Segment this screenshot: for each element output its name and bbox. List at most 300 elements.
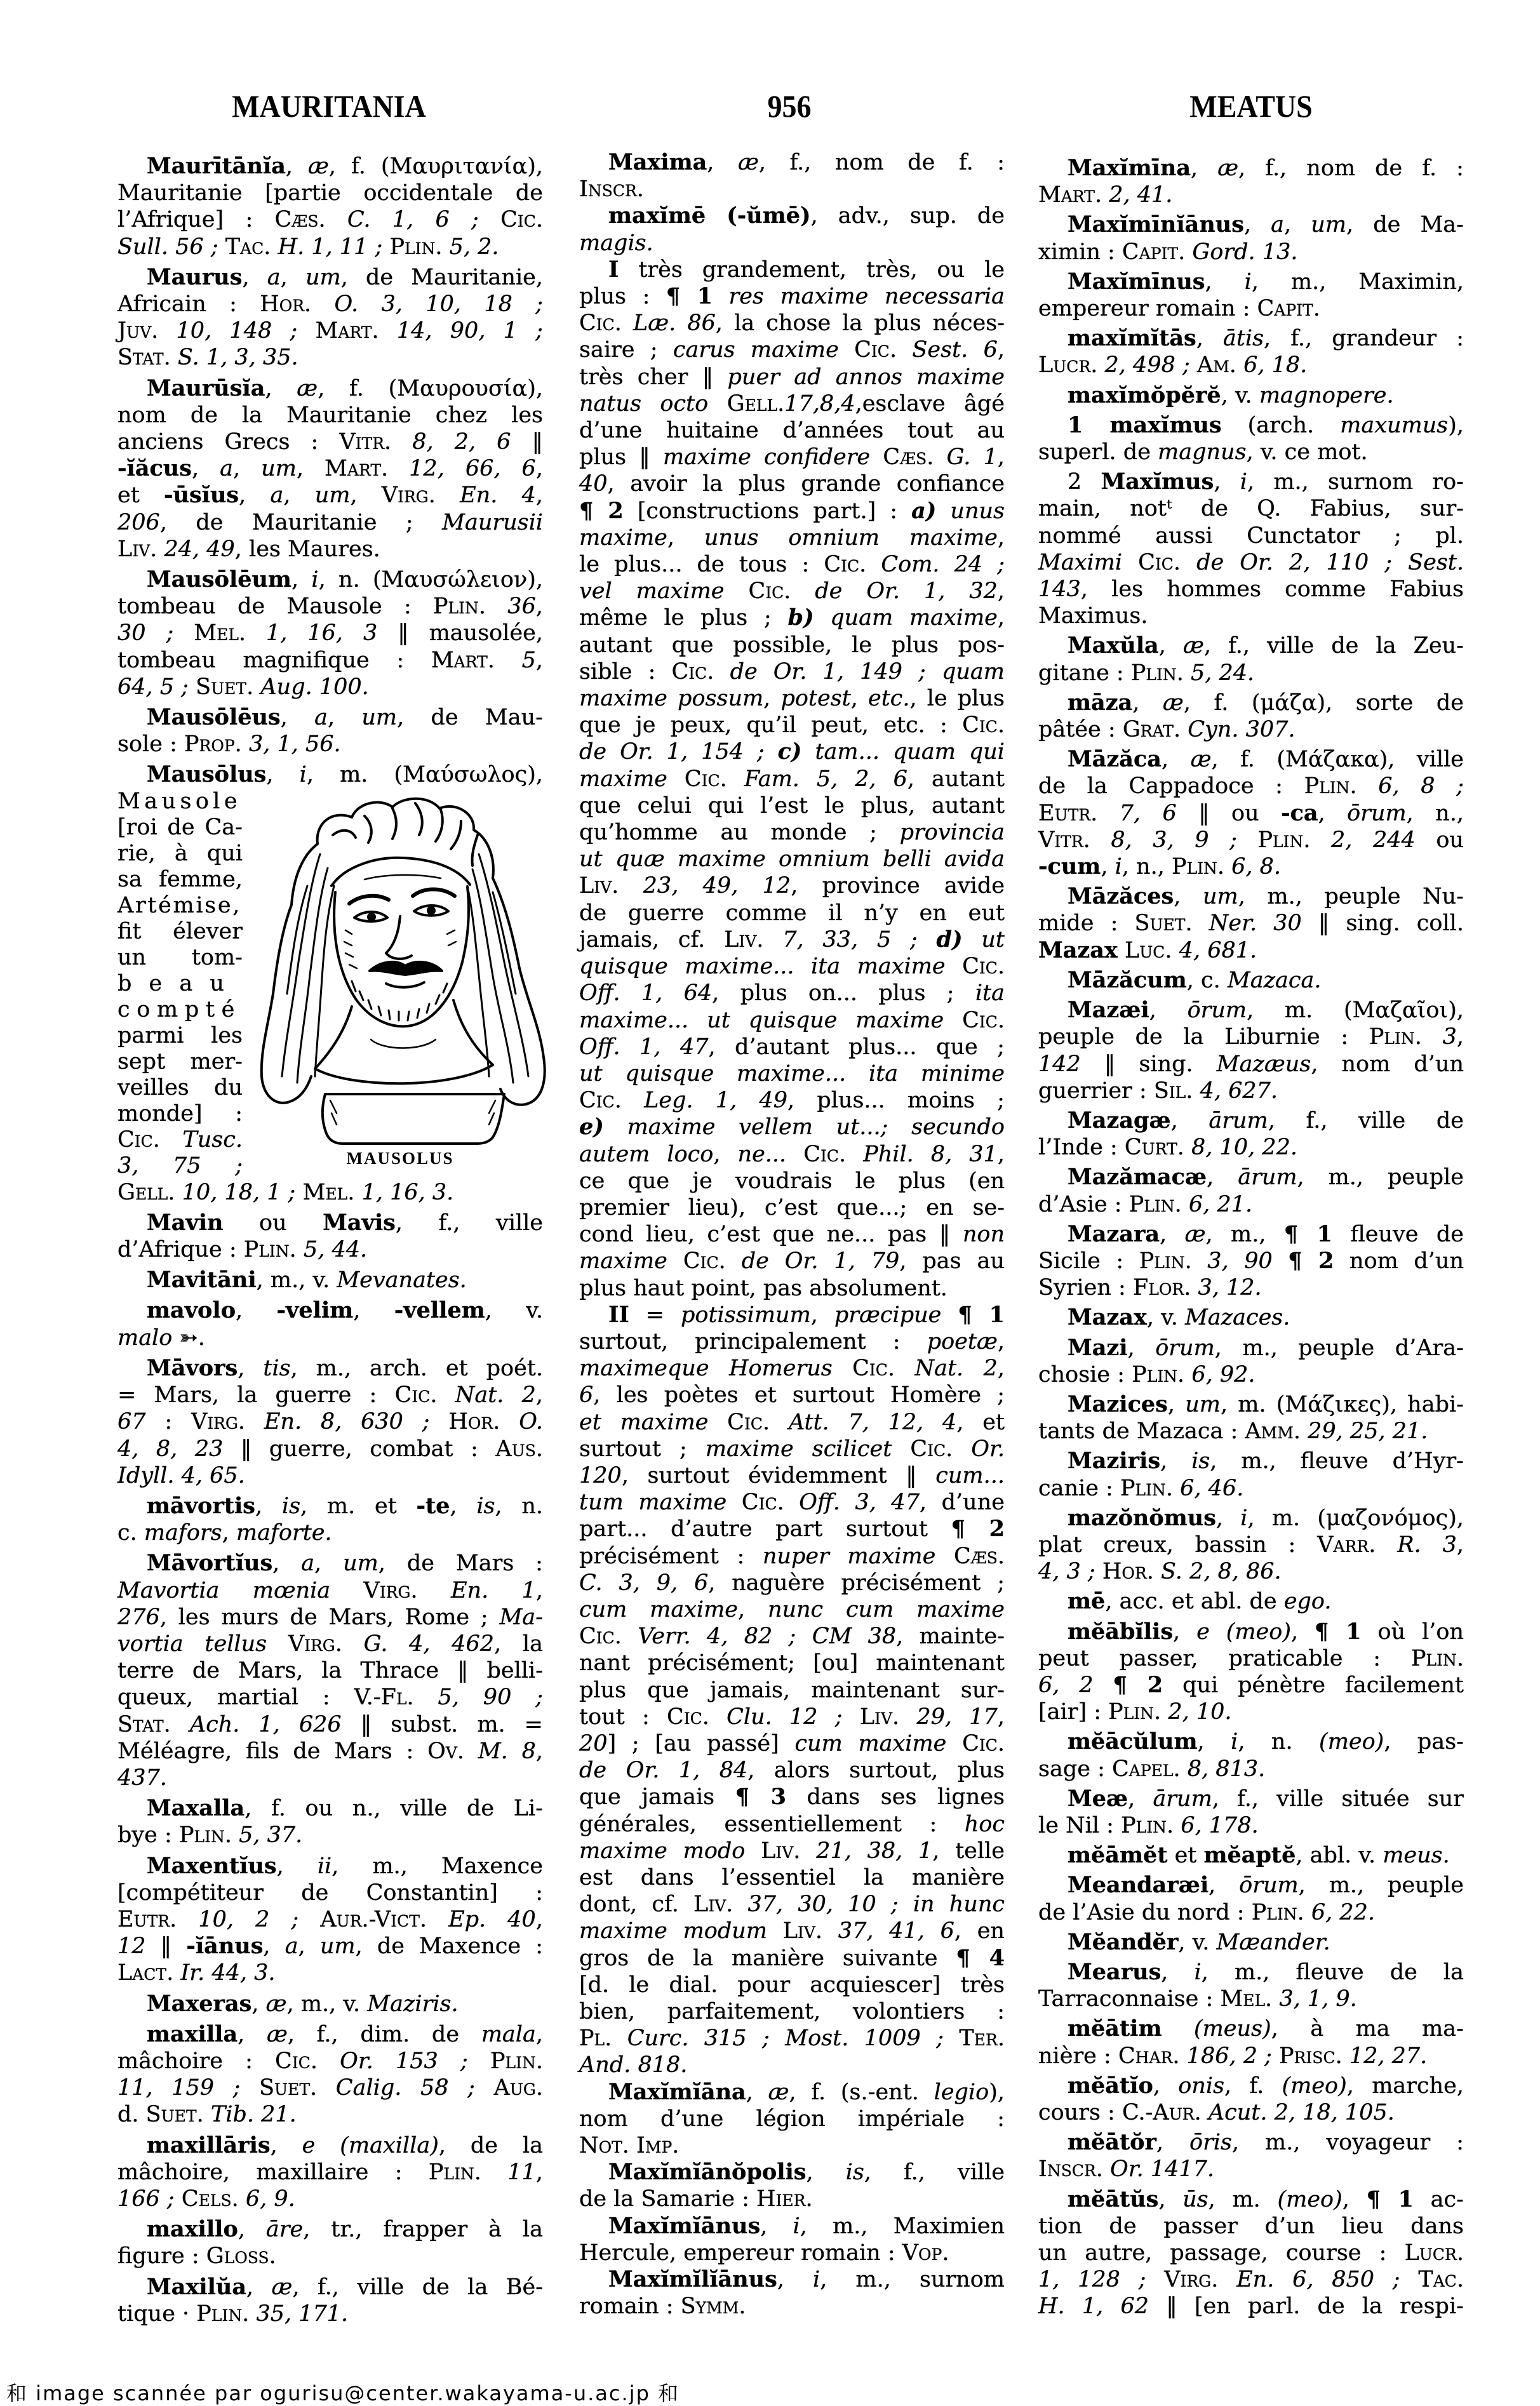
italic-text: Mavortia mœnia — [117, 1577, 331, 1603]
author-abbreviation: Plin. — [1369, 1024, 1422, 1050]
headword-text: Maurītānĭa — [147, 153, 286, 179]
author-abbreviation: Sil. — [1153, 1078, 1193, 1104]
line-text — [117, 620, 543, 646]
author-abbreviation: Inscr. — [579, 177, 644, 203]
plain-text: de guerre comme il n’y en eut — [579, 900, 1005, 926]
entry-line — [579, 283, 1005, 310]
plain-text — [936, 498, 950, 524]
entry-line — [117, 1711, 543, 1738]
italic-text: G. 1 — [946, 444, 998, 471]
italic-text: Clu. 12 ; — [726, 1704, 843, 1730]
line-text — [1068, 1448, 1464, 1474]
author-abbreviation: Cic. — [500, 207, 543, 233]
plain-text: , n. (Μαυσώλειον), — [318, 567, 543, 593]
line-text — [1038, 352, 1307, 378]
plain-text: , la — [494, 1631, 543, 1657]
line-text — [1038, 2240, 1464, 2266]
plain-text — [171, 1712, 190, 1737]
dictionary-entry — [579, 257, 1005, 1302]
line-text — [579, 1516, 1005, 1542]
line-text — [1038, 1275, 1262, 1300]
italic-text: Maziris. — [367, 1991, 459, 2017]
plain-text: , à ma ma- — [1271, 2016, 1464, 2042]
plain-text — [391, 429, 412, 455]
plain-text: , — [1214, 469, 1240, 495]
plain-text: nant précisément; [ou] maintenant — [579, 1650, 1005, 1676]
italic-text: 24, 49 — [164, 536, 235, 562]
plain-text — [713, 284, 729, 309]
italic-text: provincia — [899, 820, 1005, 846]
plain-text: , — [1197, 1729, 1231, 1755]
plain-text: ac- — [1413, 2186, 1464, 2212]
plain-text: monde] : — [117, 1100, 243, 1126]
italic-text: maxime — [579, 766, 667, 792]
dictionary-entry — [117, 264, 543, 371]
author-abbreviation: Gell. — [726, 391, 785, 417]
plain-text — [770, 1410, 789, 1435]
line-text — [1038, 938, 1257, 963]
dictionary-entry — [1038, 1505, 1464, 1586]
entry-line — [117, 1023, 243, 1049]
line-text — [579, 686, 1005, 711]
italic-text: Fam. 5, 2, 6 — [744, 766, 907, 792]
italic-text: Idyll. 4, 65. — [117, 1462, 245, 1488]
entry-line — [579, 1570, 1005, 1596]
line-text — [117, 180, 543, 206]
italic-text: cum maxime — [794, 1730, 947, 1756]
plain-text: d’une huitaine d’années tout au — [579, 418, 1005, 444]
entry-line — [1038, 439, 1464, 465]
plain-text — [946, 1731, 962, 1756]
dictionary-entry — [579, 149, 1005, 203]
entry-line — [1038, 2213, 1464, 2240]
entry-line — [117, 1049, 243, 1075]
bust-drawing-icon — [257, 791, 549, 1146]
plain-text: , pas- — [1384, 1729, 1464, 1755]
plain-text: ‖ ou — [1176, 800, 1282, 826]
line-text — [147, 154, 543, 179]
entry-line — [1038, 1756, 1464, 1782]
plain-text: d’Asie : — [1038, 1191, 1129, 1217]
plain-text: , — [1291, 1619, 1315, 1645]
plain-text: , m. (Μαζαῖοι), — [1247, 998, 1464, 1024]
entry-line — [117, 945, 243, 971]
author-abbreviation: Virg. — [381, 483, 436, 509]
author-abbreviation: Virg. — [288, 1631, 342, 1657]
entry-headline — [1038, 2129, 1464, 2156]
plain-text: , — [806, 2160, 846, 2186]
plain-text — [175, 2186, 182, 2212]
line-text — [579, 1624, 1005, 1649]
italic-text: maxime... ut quisque maxime — [579, 1007, 944, 1033]
line-text — [117, 1463, 245, 1488]
line-text — [1038, 1248, 1464, 1274]
entry-line — [117, 1179, 543, 1206]
italic-text: C. 3, 9, 6 — [579, 1570, 709, 1596]
headword-text: māvortis — [147, 1492, 256, 1519]
italic-text: onis — [1178, 2073, 1224, 2099]
plain-text — [342, 1631, 364, 1657]
entry-line — [1038, 1418, 1464, 1445]
plain-text: , — [233, 456, 262, 482]
line-text — [579, 873, 1005, 899]
headword-text: Maxalla — [147, 1795, 245, 1822]
italic-text: 3 — [1442, 1024, 1457, 1050]
plain-text — [786, 1142, 803, 1167]
plain-text: , — [270, 2132, 302, 2158]
plain-text: , — [283, 483, 315, 509]
line-text — [117, 1578, 543, 1603]
entry-headline — [117, 1991, 543, 2017]
italic-text: æ — [1182, 633, 1204, 659]
italic-text: a — [270, 483, 284, 509]
entry-line — [579, 1677, 1005, 1704]
line-text — [579, 900, 1005, 926]
plain-text — [1180, 2043, 1187, 2069]
plain-text: , — [296, 456, 325, 482]
italic-text: 5, 37. — [239, 1822, 303, 1848]
line-text — [147, 2022, 543, 2047]
entry-headline — [1038, 211, 1464, 238]
plain-text — [1095, 1559, 1102, 1584]
entry-line — [117, 674, 543, 700]
line-text — [579, 846, 1005, 872]
dictionary-entry — [579, 2266, 1005, 2320]
plain-text: Sicile : — [1038, 1248, 1139, 1274]
author-abbreviation: Plin. — [1120, 1475, 1173, 1501]
entry-line — [117, 1738, 543, 1765]
author-abbreviation: Prop. — [184, 732, 242, 758]
dictionary-entry — [579, 2079, 1005, 2160]
headword-text: ¶ 2 — [1288, 1247, 1334, 1274]
plain-text: , f. (μάζα), sorte de — [1183, 690, 1464, 716]
entry-line — [579, 176, 1005, 203]
plain-text — [833, 1356, 852, 1381]
line-text — [117, 674, 369, 700]
plain-text: , f., ville de la Zeu- — [1203, 633, 1464, 659]
italic-text: legio — [934, 2079, 989, 2105]
plain-text: , les Maures. — [234, 536, 380, 562]
dictionary-entry — [1038, 382, 1464, 409]
plain-text — [311, 291, 334, 317]
italic-text: um — [1202, 884, 1238, 910]
plain-text: ‖ — [511, 429, 543, 455]
author-abbreviation: Luc. — [1124, 937, 1172, 963]
italic-text: 6, 178. — [1181, 1812, 1259, 1838]
line-text — [579, 231, 653, 256]
plain-text — [801, 739, 815, 765]
italic-text: potissimum — [681, 1302, 811, 1328]
line-text — [147, 1991, 459, 2017]
entry-headline — [117, 761, 543, 788]
plain-text — [1202, 2100, 1209, 2125]
line-text — [608, 150, 1005, 175]
entry-headline — [1038, 1959, 1464, 1986]
plain-text — [1122, 550, 1138, 575]
plain-text: tants de Mazaca : — [1038, 1419, 1245, 1445]
plain-text: , v. — [485, 1298, 543, 1324]
entry-headline — [1038, 1391, 1464, 1418]
plain-text — [1342, 2043, 1349, 2069]
line-text — [1068, 469, 1464, 495]
line-text — [1068, 1930, 1330, 1955]
plain-text: , la chose la plus néces- — [715, 311, 1005, 337]
italic-text: maforte. — [236, 1520, 332, 1546]
plain-text — [1102, 182, 1109, 208]
author-abbreviation: Liv. — [579, 873, 619, 899]
entry-line — [579, 2240, 1005, 2266]
plain-text: Hercule, empereur romain : — [579, 2240, 902, 2266]
line-text — [117, 732, 341, 757]
plain-text: , v. — [1178, 1929, 1217, 1955]
plain-text: un tom- — [117, 944, 243, 970]
plain-text: gros de la manière suivante — [579, 1945, 956, 1971]
headword-text: Meæ — [1068, 1785, 1128, 1812]
entry-headline — [117, 1795, 543, 1822]
plain-text — [173, 620, 194, 646]
plain-text: mide : — [1038, 911, 1135, 937]
plain-text — [1146, 2267, 1165, 2292]
plain-text: [compétiteur de Constantin] : — [117, 1880, 543, 1906]
entry-line — [1038, 1672, 1464, 1699]
entry-line — [117, 2301, 543, 2327]
entry-line — [1038, 853, 1464, 880]
entry-headline — [1038, 1619, 1464, 1645]
entry-line — [1038, 352, 1464, 378]
dictionary-entry — [1038, 632, 1464, 686]
plain-text: , nom d’un — [1311, 1051, 1464, 1077]
entry-line — [117, 1075, 243, 1101]
plain-text — [870, 444, 883, 470]
plain-text: [roi de Ca- — [117, 814, 243, 840]
headword-text: Maxeras — [147, 1990, 252, 2017]
plain-text: sible : — [579, 658, 672, 685]
italic-text: i — [1115, 854, 1122, 880]
italic-text: i — [793, 2213, 800, 2239]
plain-text — [843, 1704, 860, 1730]
italic-text: 3, 1, 56. — [248, 732, 341, 758]
italic-text: magnopere. — [1259, 382, 1394, 408]
plain-text: un autre, passage, course : — [1038, 2240, 1405, 2266]
dictionary-entry — [1038, 1448, 1464, 1501]
italic-text: a — [220, 456, 233, 482]
italic-text: æ — [266, 2021, 288, 2047]
italic-text: 2, 41. — [1109, 182, 1173, 208]
italic-text: Nat. 2 — [914, 1356, 998, 1382]
author-abbreviation: Prisc. — [1279, 2043, 1342, 2069]
mausolus-bust-illustration — [257, 791, 549, 1146]
italic-text: Mæander. — [1216, 1929, 1330, 1955]
plain-text: , m., fleuve d’Hyr- — [1210, 1448, 1464, 1474]
plain-text: fleuve de — [1332, 1221, 1464, 1247]
italic-text: maxime vellem ut...; secundo — [627, 1114, 1005, 1140]
line-text — [1068, 1335, 1464, 1361]
line-text — [579, 311, 1005, 336]
headword-text: Mazara — [1068, 1220, 1160, 1247]
dictionary-entry — [1038, 1872, 1464, 1925]
plain-text: , — [1158, 2186, 1183, 2212]
line-text — [1038, 1559, 1282, 1584]
plain-text: compté — [117, 996, 241, 1022]
entry-line — [1038, 2099, 1464, 2126]
entry-line — [579, 1891, 1005, 1918]
plain-text: , de Mau- — [397, 705, 543, 731]
plain-text — [1224, 854, 1231, 879]
headword-text: ¶ 3 — [735, 1784, 786, 1810]
dictionary-entry — [117, 2021, 543, 2129]
entry-headline — [1038, 1588, 1464, 1615]
line-text — [1038, 1024, 1464, 1050]
plain-text — [846, 1142, 863, 1167]
line-text — [1068, 1305, 1290, 1330]
dictionary-entry — [117, 1355, 543, 1489]
line-text — [117, 971, 241, 996]
line-text — [579, 1222, 1005, 1247]
line-text — [1038, 239, 1297, 265]
italic-text: mala — [481, 2021, 536, 2047]
plain-text — [298, 1907, 320, 1932]
author-abbreviation: Cic. — [741, 1490, 784, 1516]
entry-line — [579, 471, 1005, 497]
plain-text: , f., ville — [864, 2160, 1005, 2186]
line-text — [147, 1356, 543, 1381]
plain-text: d’Afrique : — [117, 1237, 244, 1263]
entry-headline — [1038, 2015, 1464, 2042]
italic-text: 4, 681. — [1179, 937, 1257, 963]
line-text — [147, 1494, 543, 1519]
italic-text: 5, 44. — [303, 1237, 368, 1263]
headword-text: Māzăca — [1068, 746, 1162, 773]
line-text — [117, 919, 243, 944]
plain-text: , tr., frapper à la — [303, 2217, 543, 2243]
plain-text: , — [1161, 747, 1191, 773]
line-text — [579, 793, 1005, 819]
plain-text — [667, 766, 685, 792]
italic-text: um — [305, 264, 341, 290]
line-text — [579, 712, 1005, 738]
italic-text: tis — [263, 1355, 291, 1381]
italic-text: æ — [271, 2274, 293, 2300]
italic-text: de Or. 1, 84 — [579, 1758, 748, 1784]
italic-text: 37, 30, 10 ; in hunc — [747, 1892, 1005, 1918]
italic-text: ii — [317, 1853, 332, 1879]
line-text — [117, 1960, 276, 1986]
plain-text — [944, 1008, 962, 1033]
italic-text: ūs — [1182, 2186, 1209, 2212]
entry-line — [579, 417, 1005, 444]
italic-text: 6, 9. — [245, 2186, 295, 2212]
plain-text: Africain : — [117, 291, 260, 317]
entry-line — [117, 1684, 543, 1711]
plain-text: , — [1173, 1619, 1197, 1645]
italic-text: 437. — [117, 1765, 167, 1791]
line-text — [579, 1838, 1005, 1864]
dictionary-entry — [579, 1302, 1005, 2079]
italic-text: i — [1240, 1505, 1248, 1531]
plain-text: , f., ville de — [1268, 1107, 1464, 1133]
plain-text: [air] : — [1038, 1699, 1109, 1725]
entry-line — [579, 1087, 1005, 1114]
italic-text: i — [1244, 269, 1252, 295]
italic-text: unus — [950, 498, 1005, 524]
line-text — [608, 1302, 1005, 1328]
plain-text: , m., Maximien — [800, 2213, 1005, 2239]
italic-text: ārum — [1209, 1107, 1268, 1133]
entry-line — [1038, 182, 1464, 208]
plain-text — [1097, 801, 1119, 826]
headword-text: Maxĭmĭāna — [608, 2078, 746, 2105]
dictionary-entry — [1038, 469, 1464, 629]
plain-text: , — [535, 1906, 543, 1932]
italic-text: a — [285, 1934, 298, 1960]
italic-text: 2, 10. — [1168, 1699, 1232, 1725]
plain-text — [765, 739, 778, 765]
plain-text: Mauritanie [partie occidentale de — [117, 180, 543, 206]
entry-line — [1038, 1986, 1464, 2012]
entry-headline — [117, 1493, 543, 1520]
author-abbreviation: Liv. — [693, 1892, 733, 1918]
plain-text: nom de la Mauritanie chez les — [117, 402, 543, 428]
dictionary-entry — [1038, 1107, 1464, 1161]
headword-text: Maxĭmīnus — [1068, 268, 1205, 295]
plain-text — [249, 2301, 256, 2327]
plain-text: , — [777, 2267, 813, 2293]
dictionary-entry — [1038, 325, 1464, 378]
italic-text: æ — [737, 150, 759, 175]
italic-text: Or. 153 ; — [340, 2048, 468, 2074]
plain-text: nommé aussi Cunctator ; pl. — [1038, 523, 1464, 549]
headword-text: -ĭăcus — [117, 455, 192, 482]
line-text — [117, 1712, 543, 1737]
headword-text: mĕāmĕt — [1068, 1842, 1168, 1869]
author-abbreviation: Lucr. — [1404, 2240, 1464, 2266]
italic-text: En. 6, 850 ; — [1236, 2267, 1400, 2293]
plain-text: , — [1160, 1448, 1192, 1474]
plain-text — [297, 1237, 304, 1262]
dictionary-entry — [117, 153, 543, 260]
entry-headline — [1038, 1221, 1464, 1248]
plain-text — [481, 2160, 507, 2185]
plain-text — [388, 456, 409, 481]
plain-text — [414, 1685, 438, 1710]
plain-text: ‖ subst. m. = — [341, 1711, 544, 1737]
italic-text: a — [1271, 212, 1285, 238]
plain-text — [330, 1578, 363, 1603]
author-abbreviation: Cic. — [275, 2048, 318, 2074]
author-abbreviation: Suet. — [145, 2102, 204, 2128]
line-text — [117, 867, 243, 892]
plain-text: plus : — [579, 284, 666, 310]
line-text — [147, 762, 543, 787]
plain-text: beau — [117, 970, 241, 996]
entry-headline — [1038, 2186, 1464, 2213]
plain-text: peut passer, praticable : — [1038, 1645, 1411, 1671]
plain-text — [709, 1704, 726, 1730]
line-text — [579, 1946, 1005, 1971]
line-text — [1038, 603, 1148, 629]
italic-text: Or. — [971, 1436, 1005, 1462]
entry-line — [579, 1007, 1005, 1034]
italic-text: Leg. 1, 49 — [644, 1088, 787, 1114]
line-text — [579, 954, 1005, 979]
plain-text: terre de Mars, la Thrace ‖ belli- — [117, 1658, 543, 1684]
entry-line — [117, 1382, 543, 1408]
plain-text: , m., surnom — [820, 2267, 1005, 2293]
author-abbreviation: Suet. — [1134, 911, 1193, 937]
line-text — [1038, 1756, 1265, 1782]
line-text — [579, 2052, 687, 2078]
plain-text — [1181, 717, 1188, 742]
